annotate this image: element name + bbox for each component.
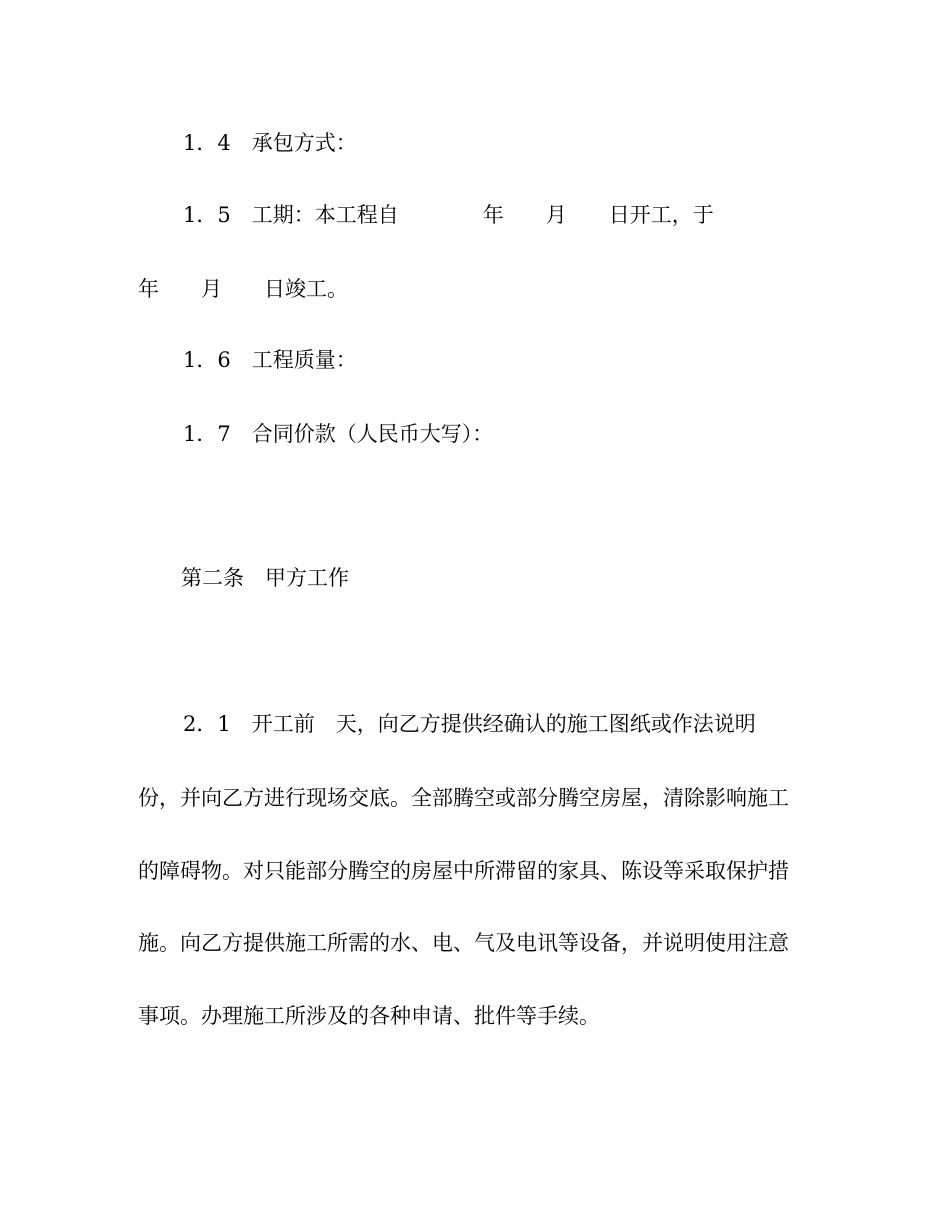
clause-1-7: 1．7 合同价款（人民币大写）： <box>183 422 494 446</box>
clause-2-1-line: 的障碍物。对只能部分腾空的房屋中所滞留的家具、陈设等采取保护措 <box>138 859 789 883</box>
clause-1-4: 1．4 承包方式： <box>183 131 357 155</box>
article-2-heading: 第二条 甲方工作 <box>181 566 349 590</box>
clause-2-1-line: 2．1 开工前 天，向乙方提供经确认的施工图纸或作法说明 <box>183 712 756 736</box>
clause-2-1-line: 事项。办理施工所涉及的各种申请、批件等手续。 <box>138 1004 600 1028</box>
clause-1-6: 1．6 工程质量： <box>183 348 357 372</box>
clause-1-5-continuation: 年 月 日竣工。 <box>138 277 348 301</box>
clause-2-1-line: 份，并向乙方进行现场交底。全部腾空或部分腾空房屋，清除影响施工 <box>138 786 789 810</box>
clause-1-5: 1．5 工期：本工程自 年 月 日开工，于 <box>183 203 714 227</box>
clause-2-1-line: 施。向乙方提供施工所需的水、电、气及电讯等设备，并说明使用注意 <box>138 931 789 955</box>
